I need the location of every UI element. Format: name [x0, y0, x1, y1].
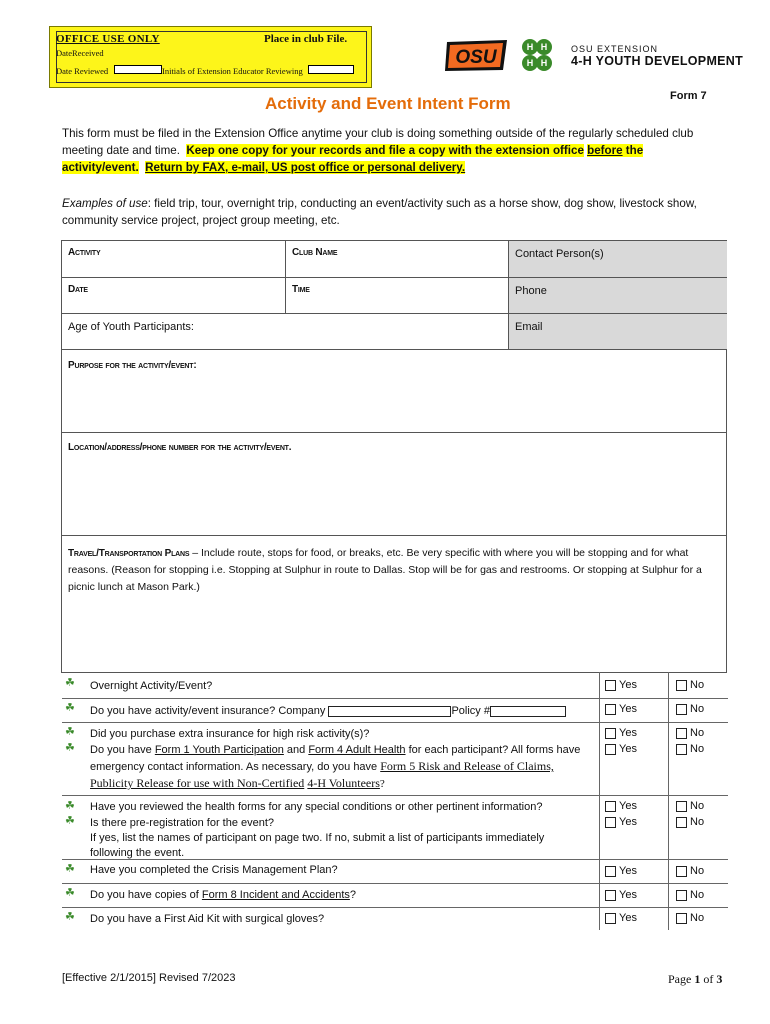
clover-bullet-icon: ☘ [65, 742, 75, 754]
email-label: Email [515, 321, 543, 333]
form-title: Activity and Event Intent Form [265, 94, 511, 113]
email-cell[interactable] [509, 314, 727, 350]
osu-logo-text: OSU [455, 47, 497, 68]
date-reviewed-field[interactable] [114, 65, 162, 74]
clover-bullet-icon: ☘ [65, 863, 75, 875]
examples-label: Examples of use [62, 197, 148, 210]
no-checkbox[interactable]: No [676, 743, 704, 755]
no-checkbox[interactable]: No [676, 703, 704, 715]
question-row-crisis [62, 860, 728, 884]
no-checkbox[interactable]: No [676, 912, 704, 924]
intro-highlight-before: before [587, 144, 623, 157]
q-health: Have you reviewed the health forms for any special conditions or other pertinent information? [90, 801, 543, 813]
contact-cell[interactable] [509, 241, 727, 278]
date-received-label: DateReceived [56, 48, 104, 58]
company-field[interactable] [328, 706, 451, 717]
osu-logo [443, 38, 509, 72]
time-label: Time [292, 284, 310, 295]
yes-checkbox[interactable]: Yes [605, 679, 637, 691]
svg-text:H: H [526, 42, 534, 52]
no-checkbox[interactable]: No [676, 816, 704, 828]
intro-highlight1: Keep one copy for your records and file a copy with the extension office [186, 144, 584, 157]
q-extra-insurance: Did you purchase extra insurance for high risk activity(s)? [90, 728, 370, 740]
org-line1: OSU EXTENSION [571, 44, 659, 54]
yes-checkbox[interactable]: Yes [605, 743, 637, 755]
travel-cell[interactable] [62, 536, 727, 673]
initials-label: Initials of Extension Educator Reviewing [162, 66, 303, 76]
q-crisis: Have you completed the Crisis Management Plan? [90, 864, 338, 876]
activity-cell[interactable] [62, 241, 286, 278]
no-checkbox[interactable]: No [676, 727, 704, 739]
yes-checkbox[interactable]: Yes [605, 865, 637, 877]
phone-cell[interactable] [509, 278, 727, 314]
footer-revision: [Effective 2/1/2015] Revised 7/2023 [62, 972, 236, 984]
yes-checkbox[interactable]: Yes [605, 727, 637, 739]
q-overnight: Overnight Activity/Event? [90, 680, 213, 692]
q-preregistration-detail: If yes, list the names of participant on page two. If no, submit a list of participants immediately following the event. [90, 832, 545, 859]
travel-label: Travel/Transportation Plans [68, 548, 190, 559]
time-cell[interactable] [286, 278, 509, 314]
contact-label: Contact Person(s) [515, 248, 604, 260]
event-info-table [61, 240, 727, 673]
yes-checkbox[interactable]: Yes [605, 703, 637, 715]
yes-checkbox[interactable]: Yes [605, 816, 637, 828]
clover-bullet-icon: ☘ [65, 702, 75, 714]
policy-field[interactable] [490, 706, 566, 717]
svg-text:H: H [526, 58, 534, 68]
form5-link[interactable]: Form 5 Risk and Release of Claims, Publicity Release for use with Non-Certified [90, 759, 554, 790]
age-label: Age of Youth Participants: [68, 321, 194, 333]
question-row-first-aid [62, 908, 728, 930]
location-label: Location/address/phone number for the activity/event. [68, 442, 292, 453]
yes-checkbox[interactable]: Yes [605, 912, 637, 924]
clover-bullet-icon: ☘ [65, 726, 75, 738]
club-name-label: Club Name [292, 247, 338, 258]
intro-paragraph [62, 125, 712, 176]
form1-link[interactable]: Form 1 Youth Participation [154, 744, 284, 756]
date-label: Date [68, 284, 88, 295]
club-name-cell[interactable] [286, 241, 509, 278]
yes-checkbox[interactable]: Yes [605, 800, 637, 812]
q-first-aid: Do you have a First Aid Kit with surgical gloves? [90, 913, 325, 925]
purpose-cell[interactable] [62, 350, 727, 433]
no-checkbox[interactable]: No [676, 679, 704, 691]
clover-logo-icon [517, 36, 557, 76]
svg-text:H: H [540, 42, 548, 52]
policy-label: Policy # [451, 705, 490, 717]
clover-bullet-icon: ☘ [65, 887, 75, 899]
question-row-overnight [62, 674, 728, 699]
svg-text:H: H [540, 58, 548, 68]
q-insurance-text: Do you have activity/event insurance? Company [90, 705, 326, 717]
clover-bullet-icon: ☘ [65, 800, 75, 812]
yes-checkbox[interactable]: Yes [605, 889, 637, 901]
volunteers-link[interactable]: 4-H Volunteers [307, 776, 380, 790]
activity-label: Activity [68, 247, 101, 258]
date-reviewed-label: Date Reviewed [56, 66, 109, 76]
clover-bullet-icon: ☘ [65, 815, 75, 827]
no-checkbox[interactable]: No [676, 889, 704, 901]
travel-text: – Include route, stops for food, or breaks, etc. Be very specific with where you will be stopping and for what reasons. (Reason for stopping i.e. Stopping at Sulphur in route to Dallas. Stop will be for gas and restrooms. Or stopping at Sulphur for a picnic lunch at Mason Park.) [68, 547, 702, 593]
office-use-box [49, 26, 372, 88]
form8-link[interactable]: Form 8 Incident and Accidents [201, 889, 350, 901]
clover-bullet-icon: ☘ [65, 911, 75, 923]
purpose-label: Purpose for the activity/event: [68, 360, 197, 371]
form4-link[interactable]: Form 4 Adult Health [308, 744, 406, 756]
form-number: Form 7 [670, 90, 707, 102]
examples-paragraph [62, 195, 712, 229]
intro-highlight3: Return by FAX, e-mail, US post office or personal delivery. [145, 161, 466, 174]
phone-label: Phone [515, 285, 547, 297]
location-cell[interactable] [62, 433, 727, 536]
question-row-incident [62, 884, 728, 908]
q-forms: Do you have Form 1 Youth Participation and Form 4 Adult Health for each participant? All forms have emergency contact information. As necessary, do you have Form 5 Risk and Release of Claims, Publicity Release for use with Non-Certified 4-H Volunteers? [90, 744, 581, 790]
initials-field[interactable] [308, 65, 354, 74]
no-checkbox[interactable]: No [676, 865, 704, 877]
date-cell[interactable] [62, 278, 286, 314]
club-file-note: Place in club File. [264, 33, 348, 45]
clover-bullet-icon: ☘ [65, 677, 75, 689]
question-row-extra-forms [62, 723, 728, 796]
office-use-title: OFFICE USE ONLY [56, 33, 160, 45]
intro-text: This form must be filed in the Extension Office anytime your club is doing something outside of the regularly scheduled club meeting date and time. [62, 127, 694, 157]
intro-highlight2: the activity/event. [62, 144, 644, 174]
question-row-health [62, 796, 728, 860]
q-preregistration: Is there pre-registration for the event? [90, 817, 275, 829]
page-number: Page 1 of 3 [668, 972, 723, 986]
question-row-insurance [62, 699, 728, 723]
age-cell[interactable] [62, 314, 509, 350]
q-insurance [90, 703, 600, 719]
examples-text: : field trip, tour, overnight trip, conducting an event/activity such as a horse show, dog show, livestock show, community service project, project group meeting, etc. [62, 197, 697, 227]
org-line2: 4-H YOUTH DEVELOPMENT [571, 54, 744, 68]
q-incident: Do you have copies of Form 8 Incident and Accidents? [90, 889, 356, 901]
no-checkbox[interactable]: No [676, 800, 704, 812]
